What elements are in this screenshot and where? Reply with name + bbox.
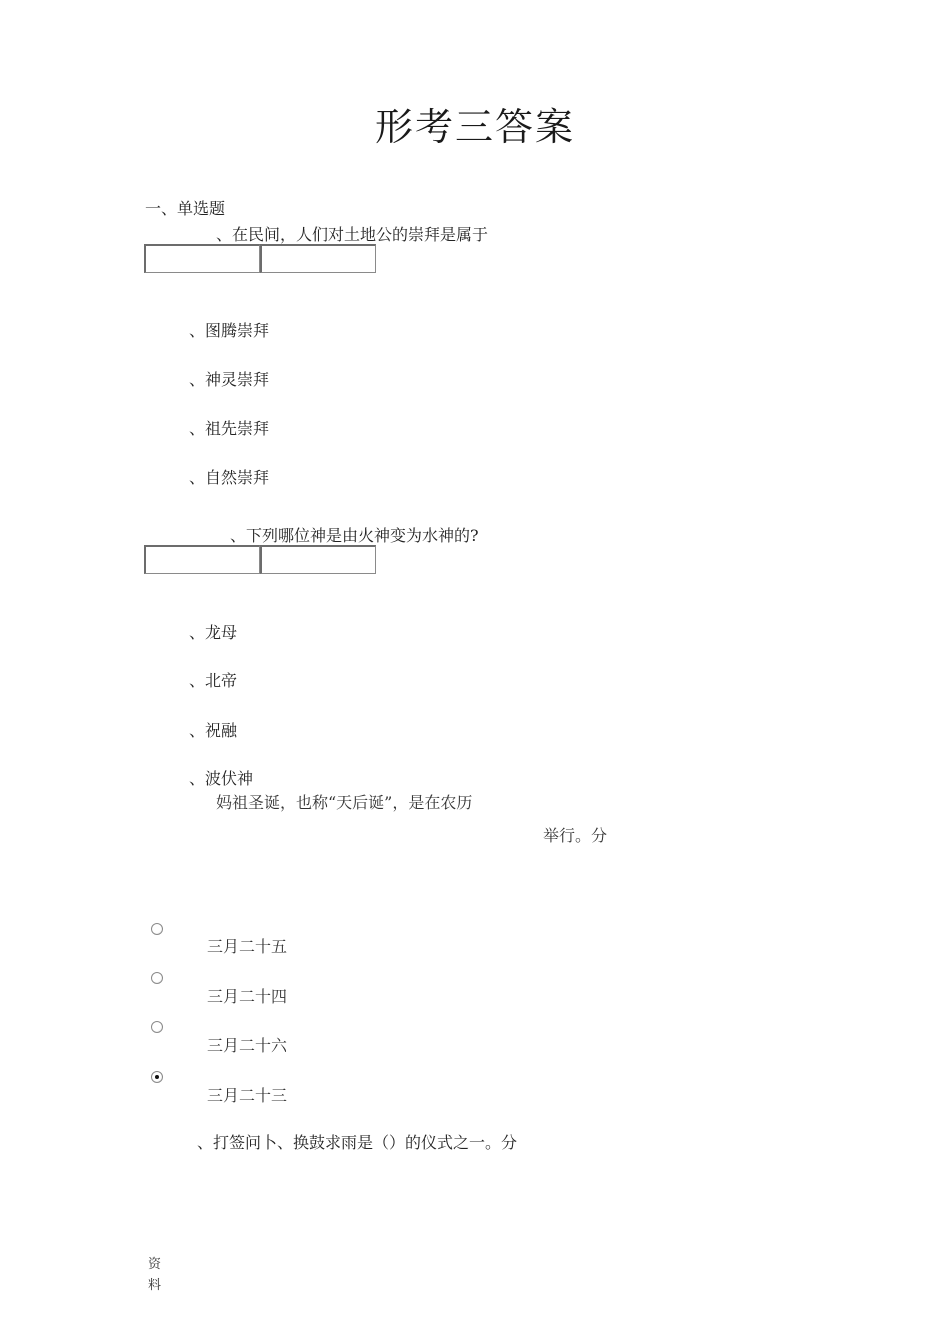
question-4-text: 、打签问卜、换鼓求雨是（）的仪式之一。分	[197, 1133, 518, 1152]
question-3-radio-d[interactable]	[151, 1071, 163, 1083]
footer-char-1: 资	[148, 1257, 162, 1272]
question-1-text: 、在民间，人们对土地公的崇拜是属于	[216, 225, 489, 244]
footer-char-2: 料	[148, 1278, 162, 1293]
footer-text	[148, 1254, 161, 1296]
question-2-option-b: 、北帝	[189, 671, 238, 690]
question-2-text: 、下列哪位神是由火神变为水神的?	[230, 526, 479, 545]
question-3-text: 妈祖圣诞，也称“天后诞”，是在农历	[216, 793, 473, 812]
question-1-option-c: 、祖先崇拜	[189, 419, 270, 438]
question-2-option-a: 、龙母	[189, 623, 238, 642]
question-3-option-b: 三月二十四	[207, 987, 288, 1006]
section-heading: 一、单选题	[145, 199, 226, 218]
question-2-option-c: 、祝融	[189, 721, 238, 740]
question-2-option-d: 、波伏神	[189, 769, 254, 788]
question-3-radio-c[interactable]	[151, 1021, 163, 1033]
question-1-answer-box-1[interactable]	[144, 244, 260, 273]
question-3-text-continued: 举行。分	[543, 826, 608, 845]
question-1-option-d: 、自然崇拜	[189, 468, 270, 487]
question-2-answer-box-1[interactable]	[144, 545, 260, 574]
question-3-option-c: 三月二十六	[207, 1036, 288, 1055]
question-2-answer-fields	[144, 545, 376, 573]
question-3-radio-b[interactable]	[151, 972, 163, 984]
question-3-option-a: 三月二十五	[207, 937, 288, 956]
question-3-radio-a[interactable]	[151, 923, 163, 935]
question-1-answer-box-2[interactable]	[260, 244, 376, 273]
question-1-option-a: 、图腾崇拜	[189, 321, 270, 340]
question-1-option-b: 、神灵崇拜	[189, 370, 270, 389]
question-3-option-d: 三月二十三	[207, 1086, 288, 1105]
page-title: 形考三答案	[374, 105, 575, 149]
question-1-answer-fields	[144, 244, 376, 272]
question-2-answer-box-2[interactable]	[260, 545, 376, 574]
